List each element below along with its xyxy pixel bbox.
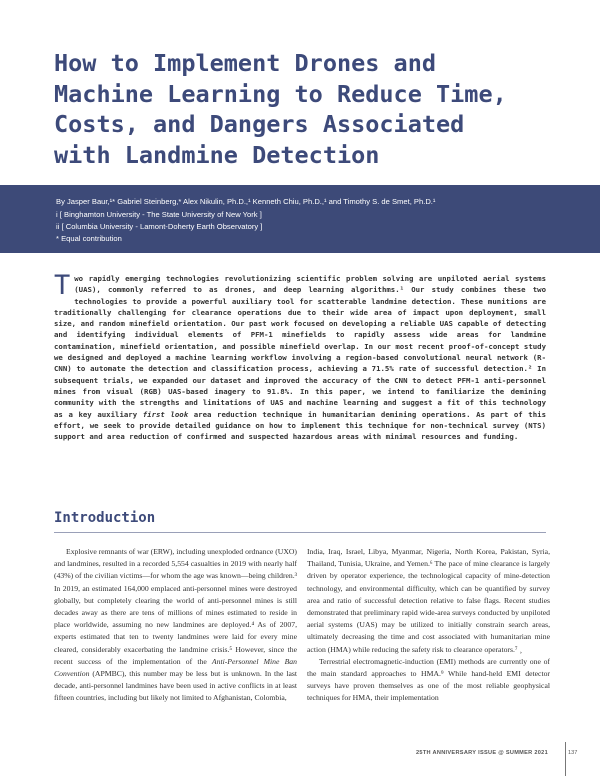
- author-list: By Jasper Baur,¹* Gabriel Steinberg,* Alex Nikulin, Ph.D.,¹ Kenneth Chiu, Ph.D.,¹ and Timothy S. de Smet, Ph.D.¹: [56, 197, 436, 206]
- convention-name: Anti-Personnel Mine Ban Convention: [54, 656, 297, 679]
- body-column-left: [54, 546, 297, 705]
- paragraph-text: Explosive remnants of war (ERW), including unexploded ordnance (UXO) and landmines, resulted in a recorded 5,554 casualties in 2019 with nearly half (43%) of the civilian victims—for whom the age was known—being children.³ In 2019, an estimated 164,000 emplaced anti-personnel mines were destroyed globally, but completely clearing the world of anti-personnel mines is still decades away as there are tens of millions of mines estimated to reside in place worldwide, assuming no new landmines are deployed.⁴ As of 2007, experts estimated that ten to twenty landmines were laid for every mine cleared, considerably exacerbating the landmine crisis.⁵ However, since the recent success of the implementation of the: [54, 547, 297, 666]
- abstract: [54, 270, 546, 442]
- abstract-text: [54, 270, 546, 442]
- section-divider: [54, 532, 546, 533]
- body-paragraph: Terrestrial electromagnetic-induction (EMI) methods are currently one of the main standard approaches to HMA.⁹ While hand-held EMI detector surveys have proven themselves as one of the most reliable geophysical techniques for HMA, their implementation: [307, 656, 550, 703]
- abstract-italic: first look: [142, 409, 189, 419]
- affiliation-1: i [ Binghamton University - The State University of New York ]: [56, 210, 262, 219]
- article-title: [54, 48, 574, 170]
- body-column-right: [307, 546, 550, 705]
- paragraph-text: (APMBC), this number may be less but is unknown. In the last decade, anti-personnel landmines have been used in active conflicts in at least fifteen countries, including but likely not limited to Afghanistan, Colombia,: [54, 669, 297, 703]
- issue-footer: 25TH ANNIVERSARY ISSUE @ SUMMER 2021: [416, 750, 548, 756]
- body-paragraph: India, Iraq, Israel, Libya, Myanmar, Nigeria, North Korea, Pakistan, Syria, Thailand, Tunisia, Ukraine, and Yemen.⁶ The pace of mine clearance is largely driven by operator experience, the technological capacity of mine-detection technology, and environmental difficulty, which can be quantified by survey area and ratio of successful detection relative to false flags. Recent studies demonstrated that preliminary rapid wide-area surveys conducted by unpiloted aerial systems (UAS) may be utilized to initially constrain search areas, ultimately decreasing the time and cost associated with humanitarian mine action (HMA) while reducing the safety risk to clearance operators.⁷ ¸: [307, 547, 550, 654]
- affiliation-2: ii [ Columbia University - Lamont-Doherty Earth Observatory ]: [56, 222, 263, 231]
- body-paragraph: [54, 546, 297, 705]
- section-heading: Introduction: [54, 510, 156, 526]
- footer-divider: [565, 742, 566, 776]
- byline-banner: [0, 185, 600, 253]
- title-line: with Landmine Detection: [54, 140, 380, 169]
- equal-contribution-note: * Equal contribution: [56, 234, 122, 243]
- title-line: How to Implement Drones and: [54, 49, 437, 77]
- title-line: Machine Learning to Reduce Time,: [54, 79, 507, 108]
- abstract-text-part: area reduction technique in humanitarian demining operations. As part of this effort, we seek to provide detailed guidance on how to implement this technique for non-technical survey (NTS) support and area reduction of confirmed and suspected hazardous areas with minimal resources and funding.: [54, 409, 546, 442]
- page-number: 137: [568, 750, 578, 756]
- drop-cap: T: [54, 270, 71, 301]
- abstract-text-part: wo rapidly emerging technologies revolutionizing scientific problem solving are unpiloted aerial systems (UAS), commonly referred to as drones, and deep learning algorithms.¹ Our study combines these two technologies to provide a powerful auxiliary tool for scatterable landmine detection. These munitions are traditionally challenging for clearance operations due to their wide area of impact upon deployment, small size, and random minefield orientation. Our past work focused on developing a reliable UAS capable of detecting and identifying individual elements of PFM-1 minefields to rapidly assess wide areas for landmine contamination, minefield orientation, and possible minefield overlap. In our most recent proof-of-concept study we designed and deployed a machine learning workflow involving a region-based convolutional neural network (R-CNN) to automate the detection and classification process, achieving a 71.5% rate of successful detection.² In subsequent trials, we expanded our dataset and improved the accuracy of the CNN to detect PFM-1 anti-personnel mines from visual (RGB) UAS-based imagery to 91.8%. In this paper, we intend to familiarize the demining community with the strengths and limitations of UAS and machine learning and suggest a fit of this technology as a key auxiliary: [54, 274, 546, 419]
- title-line: Costs, and Dangers Associated: [54, 110, 465, 138]
